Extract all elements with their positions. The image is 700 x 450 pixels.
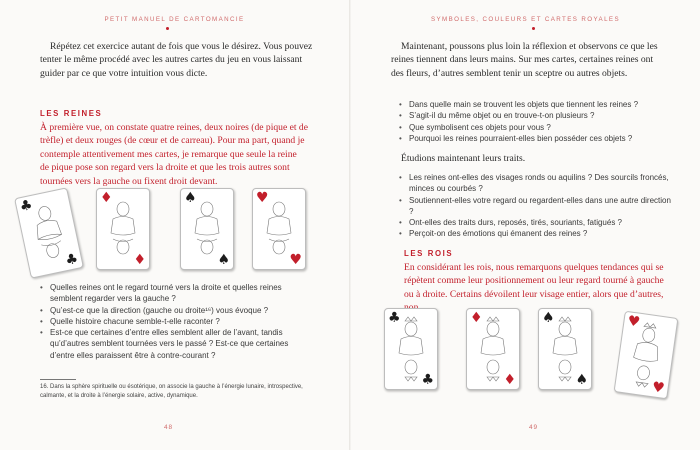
king-card-3 <box>538 308 592 390</box>
running-head-right: SYMBOLES, COULEURS ET CARTES ROYALES <box>431 16 620 23</box>
running-head-left: PETIT MANUEL DE CARTOMANCIE <box>104 16 245 23</box>
queen-card-3 <box>180 188 234 270</box>
traits-question-list <box>399 172 671 240</box>
objects-question-list <box>399 99 669 144</box>
section-title-kings: LES ROIS <box>404 249 454 258</box>
list-item: • S’agit-il du même objet ou en trouve-t-on plusieurs ? <box>399 110 669 121</box>
king-card-3-suit-icon: ♠ <box>542 310 555 326</box>
queen-card-4 <box>252 188 306 270</box>
list-item: • Les reines ont-elles des visages ronds ou aquilins ? Des sourcils froncés, minces ou courbés ? <box>399 172 671 195</box>
right-intro-paragraph: Maintenant, poussons plus loin la réflexion et observons ce que les reines tiennent dans leurs mains. Sur mes cartes, certaines reines ont des fleurs, d’autres semblent tenir un sceptre ou autres objets. <box>391 41 658 79</box>
king-card-2 <box>466 308 520 390</box>
king-card-1-suit-icon: ♣ <box>388 310 401 326</box>
queen-card-3-suit-icon-bottom: ♠ <box>217 252 230 268</box>
page-number-left: 48 <box>163 424 174 431</box>
list-item: • Perçoit-on des émotions qui émanent des reines ? <box>399 228 671 239</box>
left-page <box>0 0 349 450</box>
header-dot-right <box>532 27 535 30</box>
king-card-4 <box>614 311 679 400</box>
queen-card-4-suit-icon: ♥ <box>256 190 269 206</box>
kings-paragraph: En considérant les rois, nous remarquons quelques tendances qui se répètent comme leur positionnement ou leur regard tourné à gauche ou à droite. Certains dévoilent leur visage entier, alors que d’autres, <box>404 262 664 300</box>
list-item: • Que symbolisent ces objets pour vous ? <box>399 122 669 133</box>
queen-card-2-suit-icon-bottom: ♦ <box>133 252 146 268</box>
king-card-2-suit-icon: ♦ <box>470 310 483 326</box>
list-item: • Quelles reines ont le regard tourné vers la droite et quelles reines semblent regarder vers la gauche ? <box>40 282 310 305</box>
queens-paragraph: À première vue, on constate quatre reines, deux noires (de pique et de trèfle) et deux rouges (de cœur et de carreau). Pour ma part, quand je contemple attentivement mes cartes, je remarque que seule la reine de pique pose son regard vers la droite et que les trois autres sont tournées vers la gauche ou fixent droit devant. <box>40 122 308 187</box>
list-item: • Soutiennent-elles votre regard ou regardent-elles dans une autre direction ? <box>399 195 671 218</box>
page-number-right: 49 <box>528 424 539 431</box>
king-card-4-suit-icon-bottom: ♥ <box>650 379 666 397</box>
footnote: 16. Dans la sphère spirituelle ou ésotérique, on associe la gauche à l’énergie lunaire, introspective, calmante, et la droite à l’énergie solaire, active, dynamique. <box>40 384 303 399</box>
queen-card-1 <box>14 187 84 278</box>
king-card-1 <box>384 308 438 390</box>
king-card-4-suit-icon: ♥ <box>626 313 642 331</box>
king-card-1-suit-icon-bottom: ♣ <box>421 372 434 388</box>
list-item: • Dans quelle main se trouvent les objets que tiennent les reines ? <box>399 99 669 110</box>
queen-card-3-suit-icon: ♠ <box>184 190 197 206</box>
section-title-queens: LES REINES <box>40 109 103 118</box>
footnote-rule <box>40 379 76 380</box>
king-card-3-suit-icon-bottom: ♠ <box>575 372 588 388</box>
queen-card-4-suit-icon-bottom: ♥ <box>289 252 302 268</box>
right-page <box>351 0 700 450</box>
queen-card-1-suit-icon: ♣ <box>18 197 35 216</box>
list-item: • Ont-elles des traits durs, reposés, tirés, souriants, fatigués ? <box>399 217 671 228</box>
list-item: • Est-ce que certaines d’entre elles semblent aller de l’avant, tandis qu’d’autres semblent tournées vers le passé ? Est-ce que certaines d’entre elles paraissent être à contre-courant ? <box>40 327 310 361</box>
list-item: • Qu’est-ce que la direction (gauche ou droite¹⁶) vous évoque ? <box>40 305 310 316</box>
king-card-2-suit-icon-bottom: ♦ <box>503 372 516 388</box>
traits-intro: Étudions maintenant leurs traits. <box>401 153 526 164</box>
list-item: • Pourquoi les reines pourraient-elles bien posséder ces objets ? <box>399 133 669 144</box>
list-item: • Quelle histoire chacune semble-t-elle raconter ? <box>40 316 310 327</box>
header-dot-left <box>166 27 169 30</box>
queen-card-1-suit-icon-bottom: ♣ <box>63 250 80 269</box>
queens-question-list <box>40 282 310 361</box>
queen-card-2-suit-icon: ♦ <box>100 190 113 206</box>
left-intro-paragraph: Répétez cet exercice autant de fois que vous le désirez. Vous pouvez tenter le même procédé avec les autres cartes du jeu en vous laissant guider par ce que votre intuition vous dicte. <box>40 41 313 79</box>
queen-card-2 <box>96 188 150 270</box>
